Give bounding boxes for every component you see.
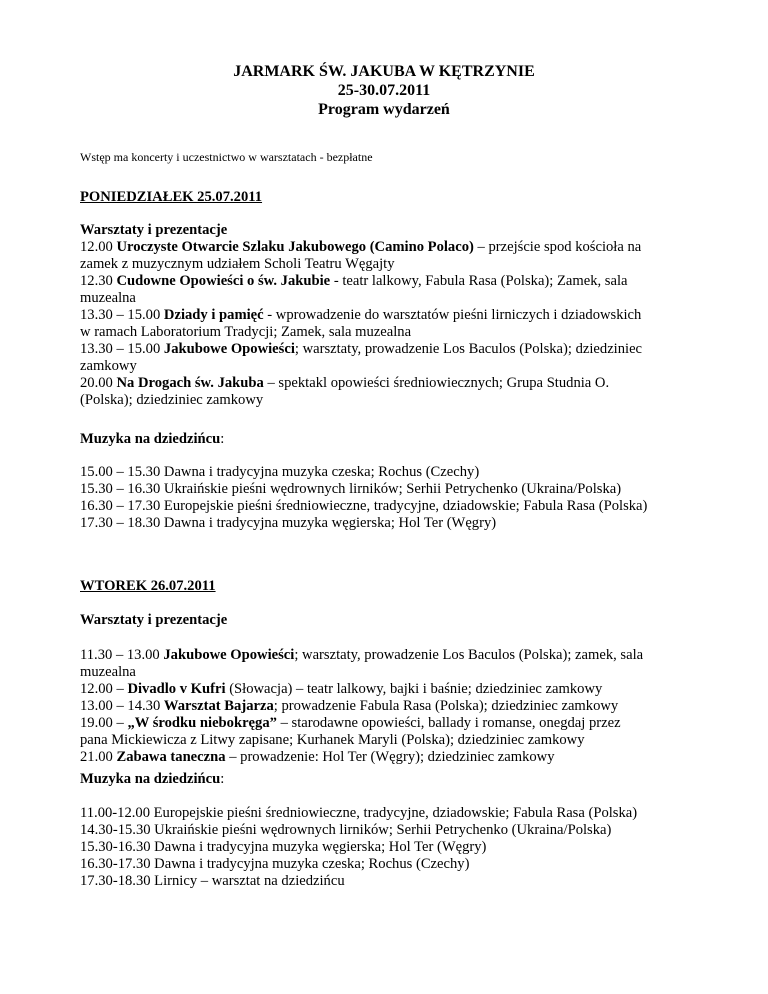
day-heading-monday: PONIEDZIAŁEK 25.07.2011 [80,189,263,205]
monday-music-list-section [80,464,700,532]
event-title: Dziady i pamięć [163,307,264,323]
event-line [80,273,700,290]
event-line [80,681,700,698]
monday-music-list [80,464,700,532]
event-title: Divadlo v Kufri [127,681,226,697]
event-line [80,392,700,409]
event-text: 12.30 [80,273,117,289]
title-line-1: JARMARK ŚW. JAKUBA W KĘTRZYNIE [233,63,535,80]
music-heading: Muzyka na dziedzińcu [80,771,221,787]
event-title: Zabawa taneczna [116,749,226,765]
music-item: 15.00 – 15.30 Dawna i tradycyjna muzyka czeska; Rochus (Czechy) [80,464,480,480]
document-title [0,62,768,119]
event-item [80,307,700,341]
event-text: 12.00 [80,239,117,255]
day-heading-tuesday: WTOREK 26.07.2011 [80,578,216,594]
event-item [80,647,700,681]
event-title: Uroczyste Otwarcie Szlaku Jakubowego (Camino Polaco) [116,239,474,255]
event-text: – starodawne opowieści, ballady i romanse, onegdaj przez [276,715,621,731]
event-line [80,647,700,664]
monday-workshops-section [80,222,700,409]
event-line [80,341,700,358]
event-text: 20.00 [80,375,117,391]
event-line [80,239,700,256]
tuesday-workshops-heading-section [80,612,700,629]
event-text: - wprowadzenie do warsztatów pieśni lirniczych i dziadowskich [263,307,642,323]
tuesday-music-list [80,805,700,890]
music-item: 11.00-12.00 Europejskie pieśni średniowieczne, tradycyjne, dziadowskie; Fabula Rasa (Polska) [80,805,638,821]
event-text: 13.30 – 15.00 [80,341,164,357]
event-text: ; warsztaty, prowadzenie Los Baculos (Polska); dziedziniec [294,341,643,357]
event-title: Jakubowe Opowieści [163,341,295,357]
event-line [80,749,700,766]
event-text: pana Mickiewicza z Litwy zapisane; Kurhanek Maryli (Polska); dziedziniec zamkowy [80,732,585,748]
event-line [80,715,700,732]
music-item: 16.30 – 17.30 Europejskie pieśni średniowieczne, tradycyjne, dziadowskie; Fabula Rasa (Polska) [80,498,648,514]
event-item [80,749,700,766]
event-item [80,715,700,749]
event-line [80,732,700,749]
event-text: 12.00 – [80,681,128,697]
event-text: 13.30 – 15.00 [80,307,164,323]
event-line [80,256,700,273]
tuesday-events-list [80,647,700,766]
music-item: 16.30-17.30 Dawna i tradycyjna muzyka czeska; Rochus (Czechy) [80,856,470,872]
event-line [80,307,700,324]
event-text: 21.00 [80,749,117,765]
event-item [80,273,700,307]
music-item: 17.30 – 18.30 Dawna i tradycyjna muzyka węgierska; Hol Ter (Węgry) [80,515,497,531]
title-line-3: Program wydarzeń [318,101,450,118]
event-item [80,681,700,698]
music-item: 14.30-15.30 Ukraińskie pieśni wędrownych lirników; Serhii Petrychenko (Ukraina/Polska) [80,822,612,838]
event-title: Warsztat Bajarza [163,698,274,714]
tuesday-heading-section [80,578,700,595]
tuesday-workshops-section [80,647,700,766]
event-item [80,375,700,409]
music-heading-colon: : [220,431,225,447]
event-item [80,698,700,715]
event-text: - teatr lalkowy, Fabula Rasa (Polska); Zamek, sala [330,273,628,289]
event-title: Na Drogach św. Jakuba [116,375,264,391]
event-title: „W środku niebokręga” [127,715,277,731]
music-item: 15.30-16.30 Dawna i tradycyjna muzyka węgierska; Hol Ter (Węgry) [80,839,487,855]
music-heading-colon: : [220,771,225,787]
tuesday-music-list-section [80,805,700,890]
event-text: muzealna [80,290,136,306]
monday-music-section [80,431,700,448]
event-line [80,324,700,341]
event-text: 13.00 – 14.30 [80,698,164,714]
event-item [80,239,700,273]
event-text: (Polska); dziedziniec zamkowy [80,392,264,408]
event-text: – przejście spod kościoła na [473,239,642,255]
tuesday-music-section [80,771,700,788]
music-heading: Muzyka na dziedzińcu [80,431,221,447]
event-line [80,375,700,392]
monday-events-list [80,239,700,409]
monday-heading-section [80,189,700,206]
event-text: 11.30 – 13.00 [80,647,164,663]
event-text: ; prowadzenie Fabula Rasa (Polska); dziedziniec zamkowy [273,698,619,714]
workshops-heading: Warsztaty i prezentacje [80,222,228,238]
event-line [80,358,700,375]
music-item: 17.30-18.30 Lirnicy – warsztat na dziedzińcu [80,873,345,889]
event-text: muzealna [80,664,136,680]
event-text: zamkowy [80,358,137,374]
workshops-heading: Warsztaty i prezentacje [80,612,228,628]
event-line [80,664,700,681]
music-item: 15.30 – 16.30 Ukraińskie pieśni wędrownych lirników; Serhii Petrychenko (Ukraina/Polska) [80,481,622,497]
event-text: (Słowacja) – teatr lalkowy, bajki i baśnie; dziedziniec zamkowy [225,681,603,697]
event-text: zamek z muzycznym udziałem Scholi Teatru Węgajty [80,256,395,272]
event-text: 19.00 – [80,715,128,731]
event-text: w ramach Laboratorium Tradycji; Zamek, sala muzealna [80,324,412,340]
event-text: – prowadzenie: Hol Ter (Węgry); dziedziniec zamkowy [225,749,555,765]
event-line [80,698,700,715]
event-line [80,290,700,307]
event-title: Jakubowe Opowieści [163,647,295,663]
intro-note: Wstęp ma koncerty i uczestnictwo w warsztatach - bezpłatne [80,150,373,164]
event-item [80,341,700,375]
event-text: – spektakl opowieści średniowiecznych; Grupa Studnia O. [263,375,610,391]
event-title: Cudowne Opowieści o św. Jakubie [116,273,331,289]
title-line-2: 25-30.07.2011 [337,82,431,99]
event-text: ; warsztaty, prowadzenie Los Baculos (Polska); zamek, sala [294,647,644,663]
